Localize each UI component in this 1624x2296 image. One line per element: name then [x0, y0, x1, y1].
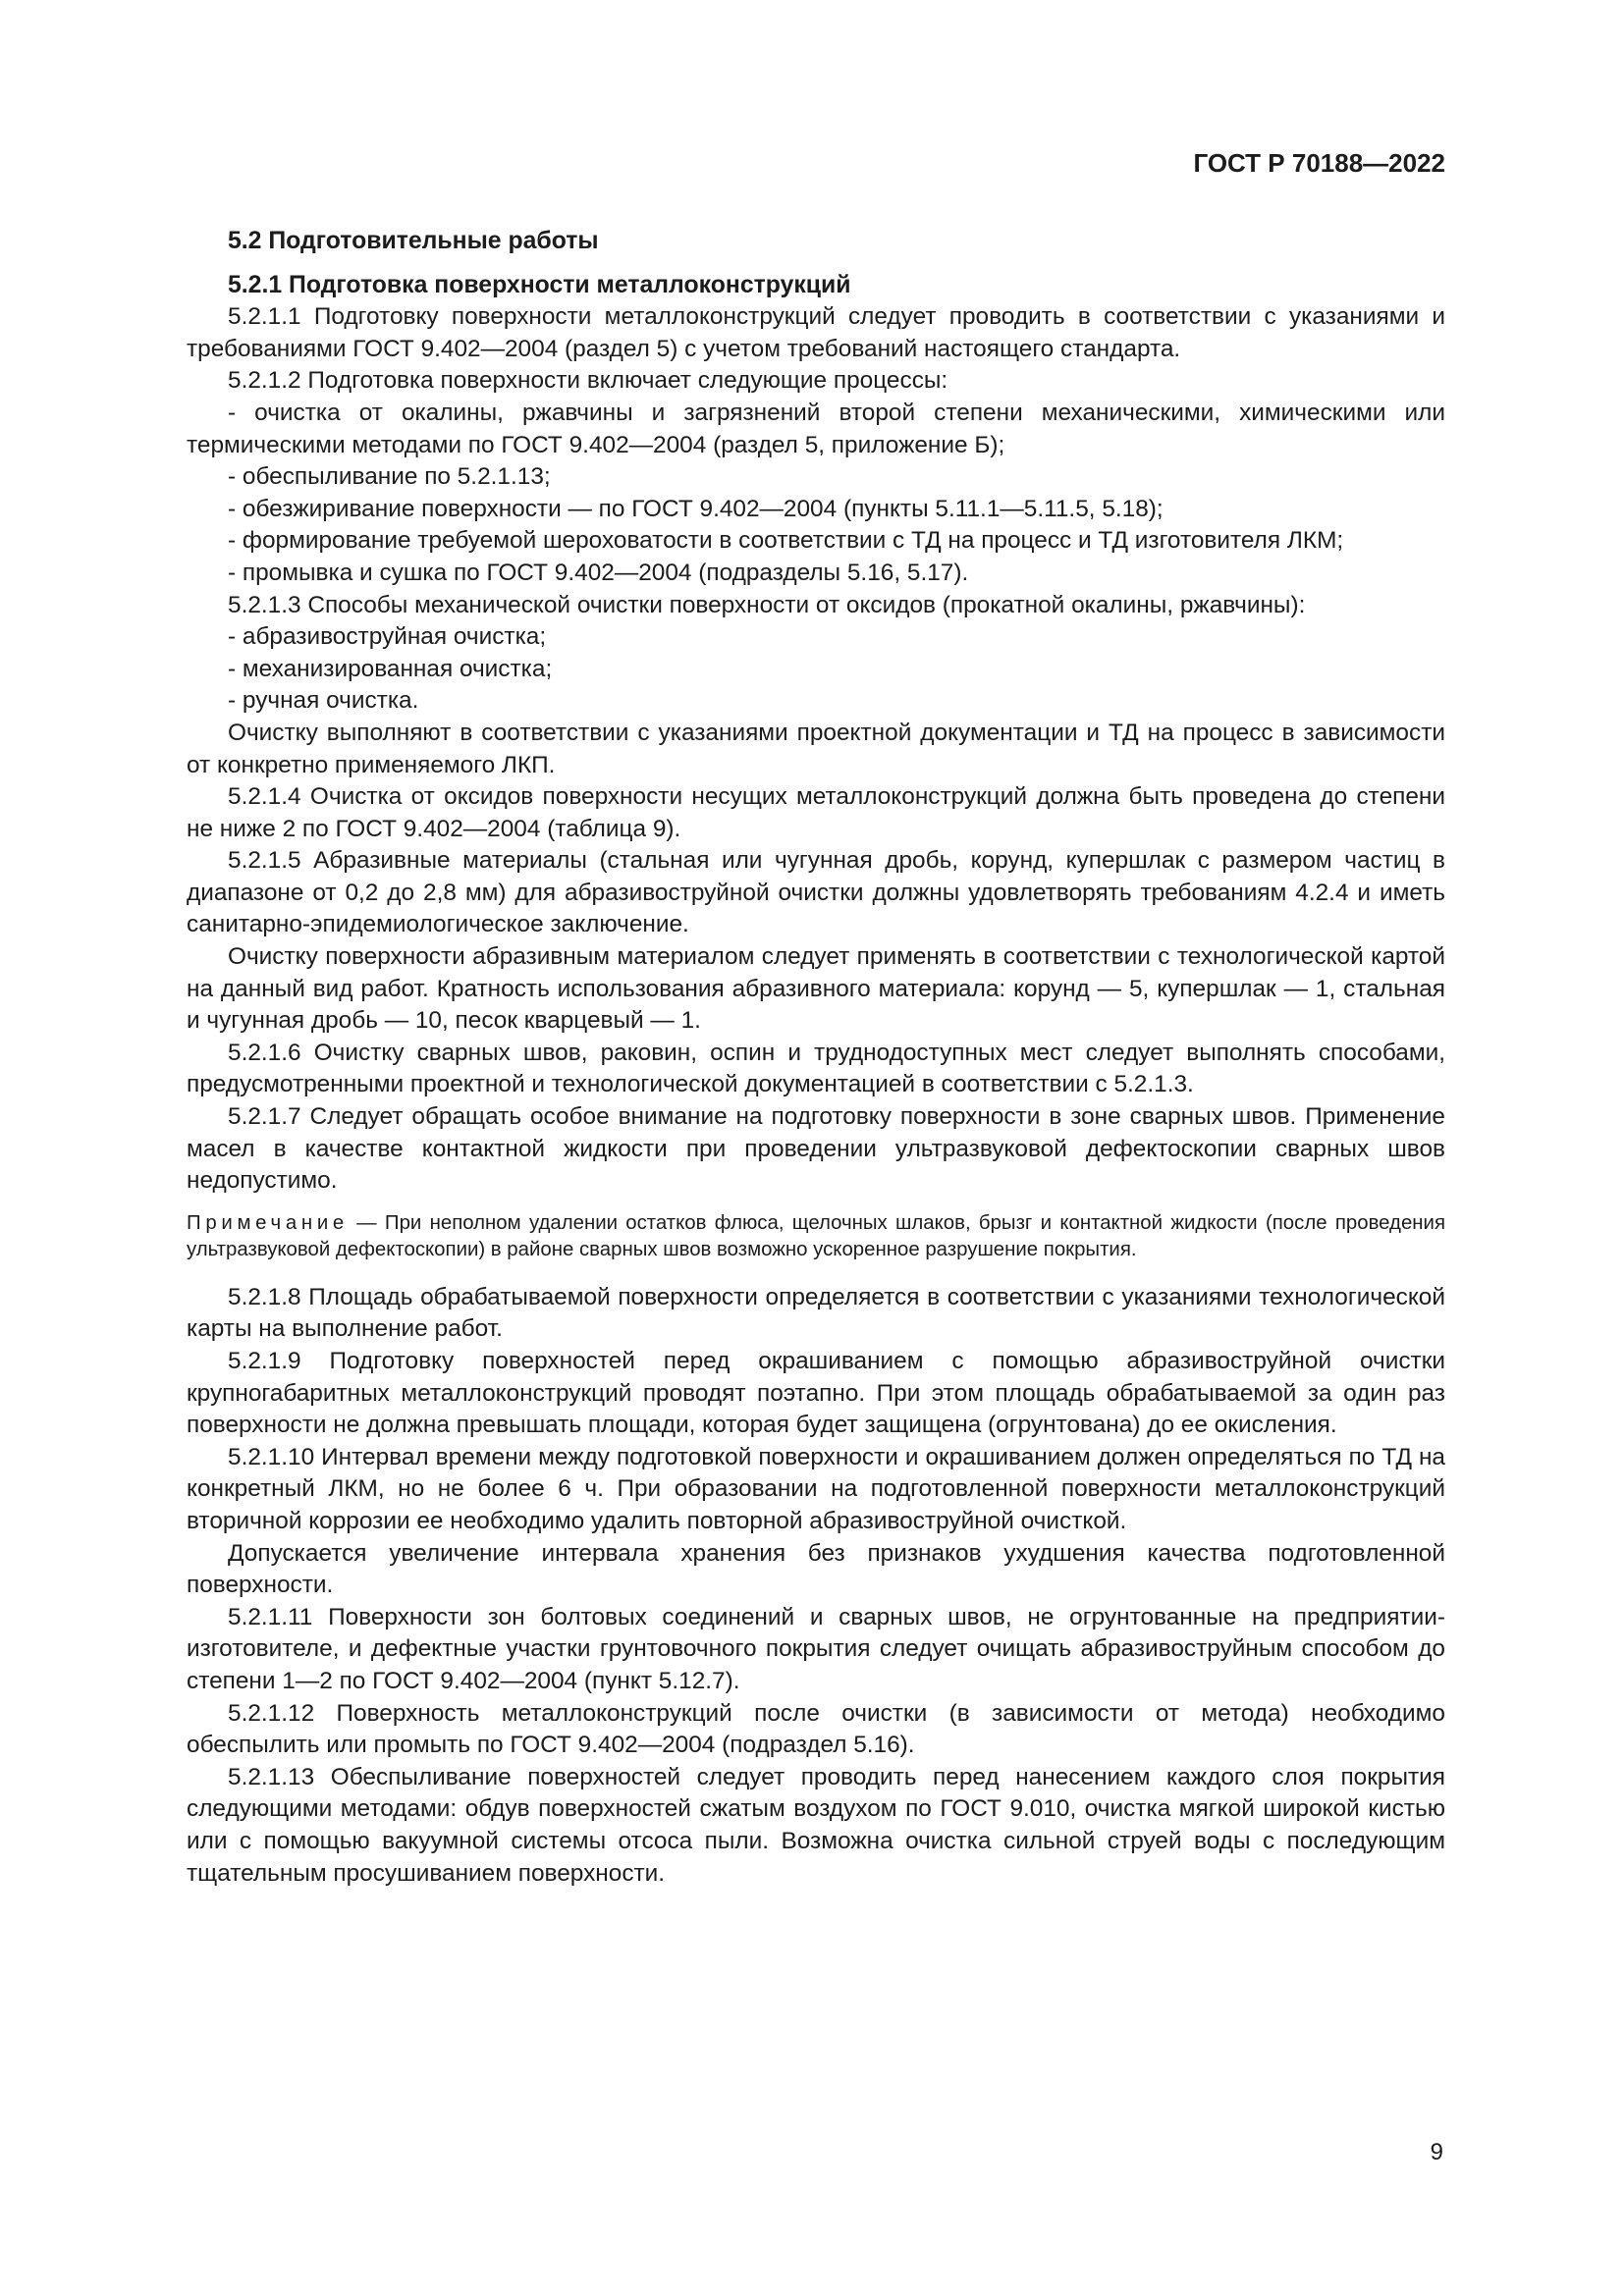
- paragraph: 5.2.1.12 Поверхность металлоконструкций после очистки (в зависимости от метода) необходимо обеспылить или промыть по ГОСТ 9.402—2004 (подраздел 5.16).: [187, 1699, 1445, 1759]
- paragraph: 5.2.1.6 Очистку сварных швов, раковин, оспин и труднодоступных мест следует выполнять способами, предусмотренными проектной и технологической документацией в соответствии с 5.2.1.3.: [187, 1039, 1445, 1098]
- paragraph: Допускается увеличение интервала хранения без признаков ухудшения качества подготовленной поверхности.: [187, 1539, 1445, 1599]
- paragraph: 5.2.1.1 Подготовку поверхности металлоконструкций следует проводить в соответствии с указаниями и требованиями ГОСТ 9.402—2004 (раздел 5) с учетом требований настоящего стандарта.: [187, 303, 1445, 362]
- paragraph: 5.2.1.10 Интервал времени между подготовкой поверхности и окрашиванием должен определяться по ТД на конкретный ЛКМ, но не более 6 ч. При образовании на подготовленной поверхности металлоконструкций вторичной коррозии ее необходимо удалить повторной абразивоструйной очисткой.: [187, 1443, 1445, 1534]
- note-text: — При неполном удалении остатков флюса, щелочных шлаков, брызг и контактной жидкости (после проведения ультразвуковой дефектоскопии) в районе сварных швов возможно ускоренное разрушение покрытия.: [187, 1211, 1445, 1261]
- subsection-heading: 5.2.1 Подготовка поверхности металлоконструкций: [228, 271, 851, 298]
- paragraph: 5.2.1.9 Подготовку поверхностей перед окрашиванием с помощью абразивоструйной очистки крупногабаритных металлоконструкций проводят поэтапно. При этом площадь обрабатываемой за один раз поверхности не должна превышать площади, которая будет защищена (огрунтована) до ее окисления.: [187, 1348, 1445, 1439]
- document-body: [187, 226, 1445, 1890]
- paragraph: 5.2.1.7 Следует обращать особое внимание на подготовку поверхности в зоне сварных швов. Применение масел в качестве контактной жидкости при проведении ультразвуковой дефектоскопии сварных швов недопустимо.: [187, 1103, 1445, 1195]
- list-item: - промывка и сушка по ГОСТ 9.402—2004 (подразделы 5.16, 5.17).: [228, 559, 969, 586]
- paragraph: 5.2.1.5 Абразивные материалы (стальная или чугунная дробь, корунд, купершлак с размером частиц в диапазоне от 0,2 до 2,8 мм) для абразивоструйной очистки должны удовлетворять требованиям 4.2.4 и иметь санитарно-эпидемиологическое заключение.: [187, 847, 1445, 938]
- note-label: Примечание: [187, 1211, 349, 1234]
- paragraph: Очистку выполняют в соответствии с указаниями проектной документации и ТД на процесс в зависимости от конкретно применяемого ЛКП.: [187, 719, 1445, 778]
- list-item: - обезжиривание поверхности — по ГОСТ 9.402—2004 (пункты 5.11.1—5.11.5, 5.18);: [228, 495, 1164, 522]
- document-code-header: ГОСТ Р 70188—2022: [1193, 148, 1445, 178]
- section-heading: 5.2 Подготовительные работы: [228, 228, 599, 254]
- paragraph: 5.2.1.4 Очистка от оксидов поверхности несущих металлоконструкций должна быть проведена до степени не ниже 2 по ГОСТ 9.402—2004 (таблица 9).: [187, 783, 1445, 842]
- list-item: - очистка от окалины, ржавчины и загрязнений второй степени механическими, химическими или термическими методами по ГОСТ 9.402—2004 (раздел 5, приложение Б);: [187, 399, 1445, 458]
- list-item: - ручная очистка.: [228, 687, 419, 715]
- list-item: - абразивоструйная очистка;: [228, 623, 547, 651]
- paragraph: 5.2.1.8 Площадь обрабатываемой поверхности определяется в соответствии с указаниями технологической карты на выполнение работ.: [187, 1283, 1445, 1343]
- paragraph: 5.2.1.2 Подготовка поверхности включает следующие процессы:: [228, 367, 948, 395]
- paragraph: 5.2.1.3 Способы механической очистки поверхности от оксидов (прокатной окалины, ржавчины):: [228, 591, 1306, 618]
- paragraph: Очистку поверхности абразивным материалом следует применять в соответствии с технологической картой на данный вид работ. Кратность использования абразивного материала: корунд — 5, купершлак — 1, стальная и чугунная дробь — 10, песок кварцевый — 1.: [187, 943, 1445, 1035]
- list-item: - формирование требуемой шероховатости в соответствии с ТД на процесс и ТД изготовителя ЛКМ;: [228, 527, 1344, 555]
- page-number: 9: [1430, 2139, 1443, 2165]
- list-item: - обеспыливание по 5.2.1.13;: [228, 463, 551, 491]
- paragraph: 5.2.1.13 Обеспыливание поверхностей следует проводить перед нанесением каждого слоя покрытия следующими методами: обдув поверхностей сжатым воздухом по ГОСТ 9.010, очистка мягкой широкой кистью или с помощью вакуумной системы отсоса пыли. Возможна очистка сильной струей воды с последующим тщательным просушиванием поверхности.: [187, 1763, 1445, 1887]
- note-block: [187, 1210, 1445, 1264]
- paragraph: 5.2.1.11 Поверхности зон болтовых соединений и сварных швов, не огрунтованные на предприятии-изготовителе, и дефектные участки грунтовочного покрытия следует очищать абразивоструйным способом до степени 1—2 по ГОСТ 9.402—2004 (пункт 5.12.7).: [187, 1603, 1445, 1694]
- list-item: - механизированная очистка;: [228, 655, 553, 682]
